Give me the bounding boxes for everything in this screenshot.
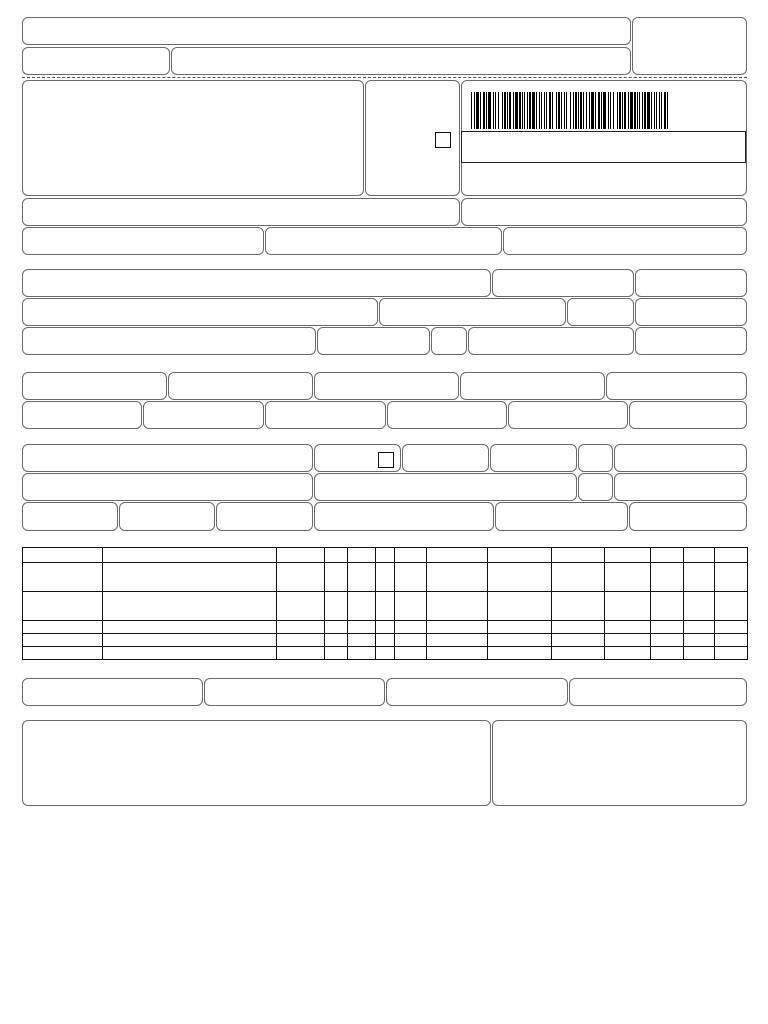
table-cell [488,621,552,634]
table-cell [325,647,348,660]
table-cell [427,548,488,563]
barcode-bar [583,92,584,129]
table-cell [376,647,395,660]
table-cell [23,563,103,592]
table-cell [23,621,103,634]
table-cell [103,634,277,647]
barcode-bar [471,92,472,129]
table-cell [684,634,715,647]
table-row [23,592,748,621]
recipient-phone-field[interactable] [317,327,430,355]
barcode-bar [515,92,518,129]
table-cell [605,634,651,647]
barcode-bar [549,92,551,129]
tax-field-2[interactable] [168,372,313,400]
plate-uf-field[interactable] [578,444,613,472]
table-cell [715,548,748,563]
barcode-bar [634,92,636,129]
table-cell [395,548,427,563]
barcode-bar [613,92,614,129]
barcode-bar [522,92,523,129]
table-row [23,634,748,647]
recipient-city-field[interactable] [22,327,316,355]
table-cell [605,592,651,621]
protocol-field[interactable] [461,198,747,226]
table-cell [552,634,605,647]
table-cell [715,634,748,647]
table-cell [348,621,376,634]
table-cell [427,621,488,634]
tax-field-8[interactable] [265,401,386,429]
barcode-bar [541,92,542,129]
table-row [23,647,748,660]
barcode-bar [558,92,560,129]
barcode-bar [595,92,596,129]
table-cell [103,548,277,563]
carrier-state-reg-field[interactable] [614,473,747,501]
table-cell [651,621,684,634]
tax-field-6[interactable] [22,401,142,429]
barcode-bar [667,92,668,129]
tax-field-7[interactable] [143,401,264,429]
tax-field-3[interactable] [314,372,459,400]
state-registration-subst-field[interactable] [265,227,502,255]
table-cell [715,563,748,592]
table-cell [715,621,748,634]
tax-field-9[interactable] [387,401,507,429]
barcode-bar [524,92,525,129]
barcode-bar [552,92,553,129]
barcode-bar [573,92,574,129]
barcode-bar [601,92,602,129]
barcode-bar [513,92,514,129]
table-cell [23,634,103,647]
cut-line-divider [22,77,747,78]
table-cell [651,634,684,647]
table-cell [376,548,395,563]
addressee-block[interactable] [22,80,364,196]
barcode-bar [624,92,626,129]
barcode-bar [529,92,531,129]
barcode-bar [564,92,565,129]
barcode-bar [536,92,537,129]
table-cell [715,592,748,621]
table-cell [395,634,427,647]
access-key-field[interactable] [461,131,746,163]
operation-nature-field[interactable] [22,198,460,226]
table-cell [325,634,348,647]
barcode-bar [654,92,655,129]
barcode-bar [619,92,621,129]
issqn-field-4[interactable] [569,678,747,706]
table-cell [103,563,277,592]
barcode-bar [647,92,650,129]
barcode-bar [507,92,508,129]
table-cell [103,592,277,621]
table-cell [103,621,277,634]
barcode-image [471,92,669,129]
barcode-bar [598,92,600,129]
table-cell [103,647,277,660]
table-cell [395,563,427,592]
table-cell [605,548,651,563]
barcode-bar [642,92,643,129]
table-cell [325,563,348,592]
barcode-bar [483,92,485,129]
table-cell [325,621,348,634]
barcode-bar [622,92,623,129]
table-cell [684,563,715,592]
antt-code-field[interactable] [402,444,489,472]
issqn-field-1[interactable] [22,678,203,706]
table-cell [376,563,395,592]
table-cell [395,592,427,621]
entry-type-checkbox[interactable] [435,132,451,148]
table-cell [376,592,395,621]
barcode-bar [566,92,567,129]
table-cell [488,647,552,660]
header-corner-box[interactable] [632,17,747,75]
barcode-bar [476,92,479,129]
table-row [23,621,748,634]
table-cell [395,647,427,660]
barcode-bar [480,92,481,129]
barcode-bar [656,92,657,129]
barcode-bar [488,92,491,129]
table-cell [684,647,715,660]
barcode-bar [664,92,666,129]
table-cell [684,592,715,621]
volume-brand-field[interactable] [216,502,313,531]
barcode-bar [495,92,496,129]
carrier-name-field[interactable] [22,444,313,472]
table-cell [277,563,325,592]
tax-field-4[interactable] [460,372,605,400]
barcode-bar [474,92,475,129]
barcode-bar [589,92,590,129]
table-cell [23,647,103,660]
recipient-zip-field[interactable] [567,298,634,326]
table-cell [277,592,325,621]
header-wide-field[interactable] [171,47,631,75]
barcode-bar [486,92,487,129]
table-row [23,563,748,592]
table-cell [651,647,684,660]
recipient-exit-date-field[interactable] [635,298,747,326]
tax-field-1[interactable] [22,372,167,400]
fiscal-reserve-field[interactable] [492,720,747,806]
table-cell [552,592,605,621]
barcode-bar [591,92,594,129]
table-cell [552,647,605,660]
barcode-bar [610,92,611,129]
vehicle-plate-field[interactable] [490,444,577,472]
recipient-name-field[interactable] [22,269,491,297]
barcode-bar [586,92,587,129]
table-cell [427,592,488,621]
table-cell [651,563,684,592]
recipient-issue-date-field[interactable] [635,269,747,297]
table-cell [488,563,552,592]
recipient-state-reg-field[interactable] [468,327,634,355]
barcode-bar [532,92,535,129]
table-cell [427,634,488,647]
barcode-bar [661,92,662,129]
recipient-cnpj-field[interactable] [492,269,634,297]
table-cell [488,634,552,647]
table-cell [348,647,376,660]
recipient-uf-field[interactable] [431,327,467,355]
volume-quantity-field[interactable] [22,502,118,531]
net-weight-field[interactable] [629,502,747,531]
gross-weight-field[interactable] [495,502,628,531]
barcode-bar [519,92,521,129]
table-cell [277,634,325,647]
barcode-bar [651,92,652,129]
barcode-bar [639,92,640,129]
table-cell [552,621,605,634]
barcode-bar [570,92,571,129]
issqn-field-3[interactable] [386,678,568,706]
barcode-bar [498,92,499,129]
barcode-bar [608,92,609,129]
table-cell [325,592,348,621]
table-cell [277,647,325,660]
table-cell [277,621,325,634]
table-cell [348,563,376,592]
volume-species-field[interactable] [119,502,215,531]
header-title-field[interactable] [22,17,631,45]
tax-field-5[interactable] [606,372,747,400]
items-table [22,547,748,660]
barcode-bar [578,92,579,129]
freight-checkbox[interactable] [378,452,394,468]
barcode-bar [527,92,528,129]
barcode-bar [628,92,629,129]
barcode-bar [617,92,618,129]
tax-field-11[interactable] [629,401,747,429]
recipient-district-field[interactable] [379,298,566,326]
recipient-exit-time-field[interactable] [635,327,747,355]
table-cell [488,592,552,621]
table-cell [552,548,605,563]
items-header-row [23,548,748,563]
header-small-field[interactable] [22,47,170,75]
table-cell [605,563,651,592]
table-cell [605,621,651,634]
barcode-bar [580,92,582,129]
table-cell [651,548,684,563]
table-cell [684,621,715,634]
barcode-bar [504,92,506,129]
table-cell [552,563,605,592]
barcode-bar [644,92,646,129]
barcode-bar [509,92,511,129]
table-cell [348,592,376,621]
table-cell [376,621,395,634]
table-cell [23,592,103,621]
recipient-address-field[interactable] [22,298,378,326]
table-cell [684,548,715,563]
barcode-bar [659,92,660,129]
table-cell [488,548,552,563]
table-cell [427,647,488,660]
table-cell [427,563,488,592]
table-cell [395,621,427,634]
issqn-field-2[interactable] [204,678,385,706]
state-registration-field[interactable] [22,227,264,255]
carrier-city-field[interactable] [314,473,577,501]
tax-field-10[interactable] [508,401,628,429]
barcode-bar [539,92,540,129]
barcode-bar [561,92,562,129]
table-cell [715,647,748,660]
barcode-bar [546,92,547,129]
carrier-address-field[interactable] [22,473,313,501]
table-cell [325,548,348,563]
barcode-bar [502,92,503,129]
table-cell [23,548,103,563]
volume-numbering-field[interactable] [314,502,494,531]
table-cell [376,634,395,647]
table-cell [651,592,684,621]
carrier-uf-field[interactable] [578,473,613,501]
table-cell [277,548,325,563]
cnpj-field[interactable] [503,227,747,255]
barcode-bar [603,92,606,129]
table-cell [605,647,651,660]
barcode-bar [556,92,557,129]
carrier-cnpj-field[interactable] [614,444,747,472]
table-cell [348,634,376,647]
barcode-bar [630,92,633,129]
barcode-bar [493,92,494,129]
table-cell [348,548,376,563]
barcode-bar [575,92,577,129]
barcode-bar [544,92,545,129]
additional-info-field[interactable] [22,720,491,806]
barcode-bar [637,92,638,129]
